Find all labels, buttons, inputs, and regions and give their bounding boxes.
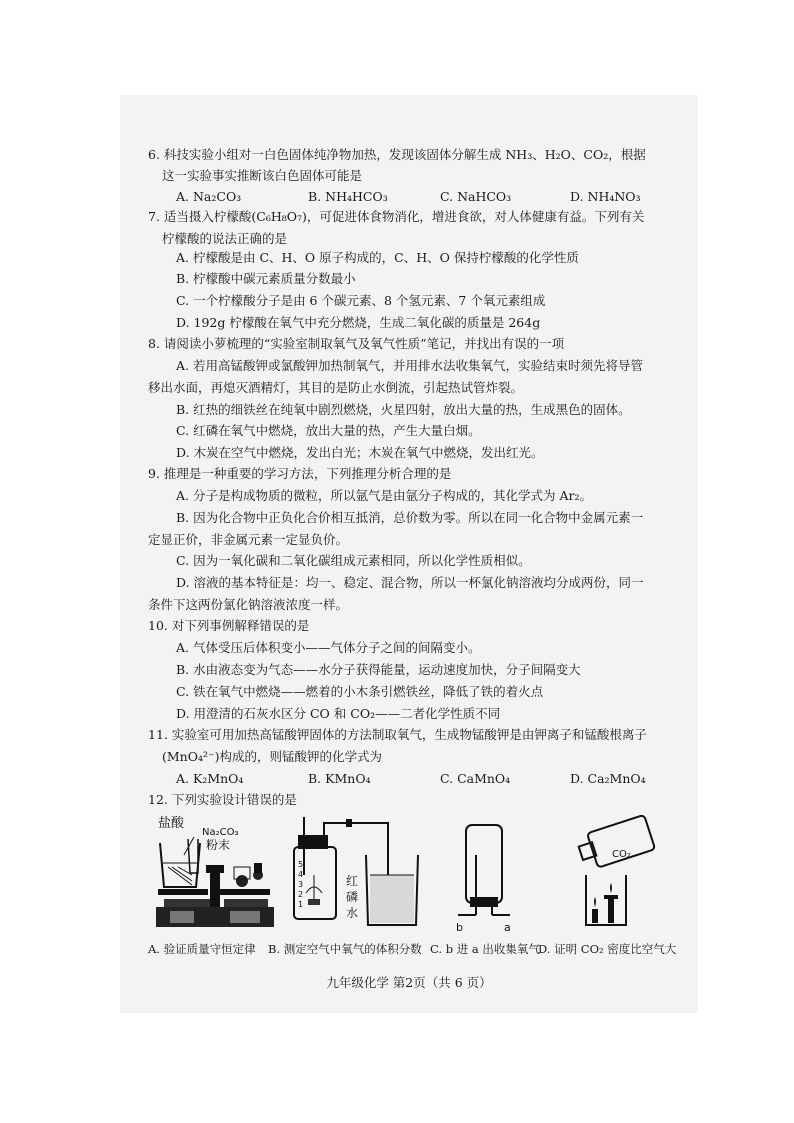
q12-caption-b: B. 测定空气中氧气的体积分数 <box>268 942 422 956</box>
q7-option-d: D. 192g 柠檬酸在氧气中充分燃烧，生成二氧化碳的质量是 264g <box>176 315 541 330</box>
q10-option-b: B. 水由液态变为气态——水分子获得能量，运动速度加快，分子间隔变大 <box>176 662 581 677</box>
figure-c-gas-bottle <box>452 815 522 935</box>
q6-stem-line2: 这一实验事实推断该白色固体可能是 <box>162 168 363 183</box>
q6-option-a: A. Na₂CO₃ <box>176 189 242 204</box>
fig-b-scale-3: 3 <box>298 880 304 889</box>
q12-caption-a: A. 验证质量守恒定律 <box>148 942 256 956</box>
q6-option-c: C. NaHCO₃ <box>440 189 512 204</box>
fig-d-label-co2: CO₂ <box>612 849 631 860</box>
q9-option-b-line2: 定显正价，非金属元素一定显负价。 <box>148 532 349 547</box>
q10-option-c: C. 铁在氧气中燃烧——燃着的小木条引燃铁丝，降低了铁的着火点 <box>176 684 544 699</box>
fig-b-label-water: 水 <box>346 906 359 920</box>
figure-b-phosphorus <box>284 815 424 935</box>
fig-c-label-a: a <box>504 921 511 934</box>
q7-stem-line2: 柠檬酸的说法正确的是 <box>162 231 288 246</box>
q10-option-a: A. 气体受压后体积变小——气体分子之间的间隔变小。 <box>176 640 481 655</box>
q11-option-d: D. Ca₂MnO₄ <box>570 771 646 786</box>
fig-a-label-na2co3: Na₂CO₃ <box>202 827 239 838</box>
q6-option-d: D. NH₄NO₃ <box>570 189 641 204</box>
q8-option-a-line1: A. 若用高锰酸钾或氯酸钾加热制氧气，并用排水法收集氧气，实验结束时须先将导管 <box>176 358 643 373</box>
q11-option-b: B. KMnO₄ <box>308 771 371 786</box>
q8-stem: 8. 请阅读小萝梳理的“实验室制取氧气及氧气性质”笔记，并找出有误的一项 <box>148 336 565 351</box>
q9-stem: 9. 推理是一种重要的学习方法，下列推理分析合理的是 <box>148 466 452 481</box>
q8-option-b: B. 红热的细铁丝在纯氧中剧烈燃烧，火星四射，放出大量的热，生成黑色的固体。 <box>176 402 631 417</box>
q11-stem-line1: 11. 实验室可用加热高锰酸钾固体的方法制取氧气，生成物锰酸钾是由钾离子和锰酸根离子 <box>148 727 647 742</box>
q8-option-a-line2: 移出水面，再熄灭酒精灯，其目的是防止水倒流，引起热试管炸裂。 <box>148 380 524 395</box>
fig-b-label-red: 红 <box>346 874 359 888</box>
q11-stem-line2: (MnO₄²⁻)构成的，则锰酸钾的化学式为 <box>162 749 382 764</box>
q12-stem: 12. 下列实验设计错误的是 <box>148 792 297 807</box>
fig-a-label-powder: 粉末 <box>206 838 231 852</box>
fig-b-scale-2: 2 <box>298 890 304 899</box>
figure-d-co2-candles <box>546 815 656 935</box>
exam-page <box>120 95 698 1013</box>
q9-option-d-line1: D. 溶液的基本特征是：均一、稳定、混合物，所以一杯氯化钠溶液均分成两份，同一 <box>176 575 644 590</box>
q10-option-d: D. 用澄清的石灰水区分 CO 和 CO₂——二者化学性质不同 <box>176 706 501 721</box>
q8-option-d: D. 木炭在空气中燃烧，发出白光；木炭在氧气中燃烧，发出红光。 <box>176 445 544 460</box>
page-footer: 九年级化学 第2页（共 6 页） <box>326 975 492 990</box>
q9-option-b-line1: B. 因为化合物中正负化合价相互抵消，总价数为零。所以在同一化合物中金属元素一 <box>176 510 644 525</box>
q11-option-a: A. K₂MnO₄ <box>176 771 244 786</box>
q6-option-b: B. NH₄HCO₃ <box>308 189 388 204</box>
q8-option-c: C. 红磷在氧气中燃烧，放出大量的热，产生大量白烟。 <box>176 423 481 438</box>
q9-option-a: A. 分子是构成物质的微粒，所以氩气是由氩分子构成的，其化学式为 Ar₂。 <box>176 488 592 503</box>
q9-option-d-line2: 条件下这两份氯化钠溶液浓度一样。 <box>148 597 349 612</box>
q7-option-b: B. 柠檬酸中碳元素质量分数最小 <box>176 271 356 286</box>
q12-caption-d: D. 证明 CO₂ 密度比空气大 <box>538 942 677 956</box>
fig-a-label-hcl: 盐酸 <box>158 816 185 831</box>
fig-b-scale-1: 1 <box>298 900 304 909</box>
q11-option-c: C. CaMnO₄ <box>440 771 511 786</box>
q7-option-a: A. 柠檬酸是由 C、H、O 原子构成的，C、H、O 保持柠檬酸的化学性质 <box>176 250 579 265</box>
fig-b-label-phosphorus: 磷 <box>346 890 359 904</box>
q9-option-c: C. 因为一氧化碳和二氧化碳组成元素相同，所以化学性质相似。 <box>176 553 531 568</box>
q10-stem: 10. 对下列事例解释错误的是 <box>148 618 310 633</box>
fig-b-scale-5: 5 <box>298 860 304 869</box>
q7-stem-line1: 7. 适当摄入柠檬酸(C₆H₈O₇)，可促进体食物消化，增进食欲，对人体健康有益。下列有关 <box>148 209 645 224</box>
fig-c-label-b: b <box>456 921 463 934</box>
q12-caption-c: C. b 进 a 出收集氧气 <box>430 942 540 956</box>
q6-stem-line1: 6. 科技实验小组对一白色固体纯净物加热，发现该固体分解生成 NH₃、H₂O、CO₂，根据 <box>148 147 646 162</box>
q7-option-c: C. 一个柠檬酸分子是由 6 个碳元素、8 个氢元素、7 个氧元素组成 <box>176 293 546 308</box>
figure-a-balance <box>154 815 284 935</box>
fig-b-scale-4: 4 <box>298 870 304 879</box>
